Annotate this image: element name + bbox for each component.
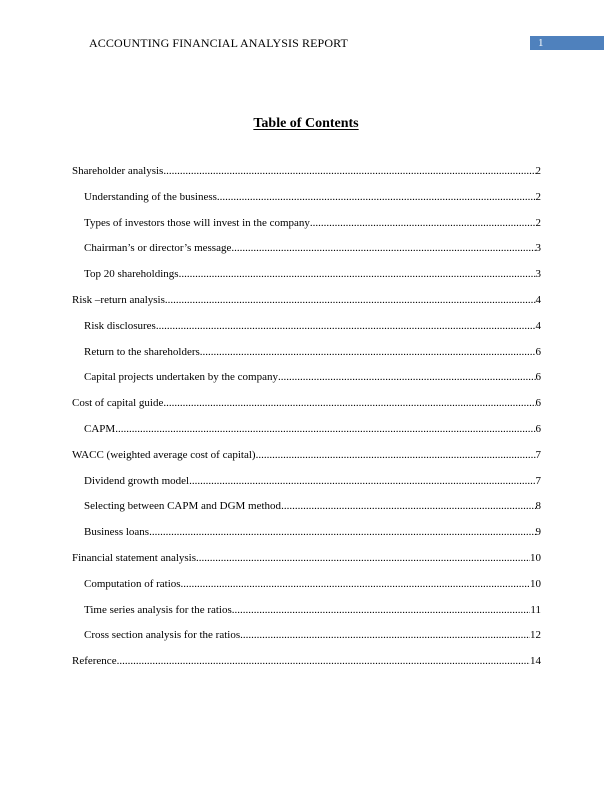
toc-entry-text: Types of investors those will invest in the company: [84, 216, 310, 229]
toc-dot-leader: [163, 165, 535, 177]
toc-entry-page: 3: [535, 268, 541, 281]
toc-entry[interactable]: [72, 423, 541, 449]
toc-entry-text: Capital projects undertaken by the company: [84, 371, 278, 384]
toc-entry[interactable]: [72, 578, 541, 604]
toc-dot-leader: [278, 371, 536, 383]
toc-entry-page: 14: [530, 655, 541, 668]
toc-entry[interactable]: [72, 655, 541, 681]
toc-entry-page: 7: [535, 448, 541, 461]
toc-entry[interactable]: [72, 552, 541, 578]
toc-entry-page: 9: [535, 526, 541, 539]
toc-entry-page: 6: [535, 345, 541, 358]
toc-dot-leader: [117, 655, 530, 667]
toc-dot-leader: [281, 500, 535, 512]
toc-dot-leader: [200, 346, 536, 358]
toc-entry-text: WACC (weighted average cost of capital): [72, 448, 256, 461]
toc-entry-text: Risk –return analysis: [72, 293, 165, 306]
toc-entry[interactable]: [72, 191, 541, 217]
toc-entry[interactable]: [72, 604, 541, 630]
toc-entry-text: Time series analysis for the ratios: [84, 603, 232, 616]
toc-entry-page: 6: [535, 397, 541, 410]
toc-entry-text: Business loans: [84, 526, 150, 539]
toc-entry-text: CAPM: [84, 422, 116, 435]
toc-dot-leader: [232, 604, 531, 616]
toc-dot-leader: [163, 397, 535, 409]
toc-entry-page: 7: [535, 474, 541, 487]
toc-entry-text: Financial statement analysis: [72, 551, 197, 564]
toc-entry-text: Understanding of the business: [84, 190, 217, 203]
toc-entry-page: 12: [530, 629, 541, 642]
toc-entry[interactable]: [72, 268, 541, 294]
toc-entry-text: Shareholder analysis: [72, 165, 164, 177]
toc-entry[interactable]: [72, 397, 541, 423]
toc-entry-page: 4: [535, 293, 541, 306]
toc-entry[interactable]: [72, 217, 541, 243]
toc-dot-leader: [179, 268, 536, 280]
toc-entry-page: 6: [535, 371, 541, 384]
toc-dot-leader: [310, 217, 536, 229]
toc-dot-leader: [256, 449, 536, 461]
toc-entry-text: Dividend growth model: [84, 474, 190, 487]
toc-entry[interactable]: [72, 475, 541, 501]
toc-entry[interactable]: [72, 242, 541, 268]
toc-entry-page: 8: [535, 500, 541, 513]
toc-entry-text: Reference: [72, 655, 117, 668]
toc-dot-leader: [189, 475, 535, 487]
toc-dot-leader: [181, 578, 530, 590]
running-header-title: ACCOUNTING FINANCIAL ANALYSIS REPORT: [89, 36, 348, 50]
toc-entry-text: Computation of ratios: [84, 577, 181, 590]
toc-entry-text: Risk disclosures: [84, 319, 156, 332]
toc-entry-text: Cost of capital guide: [72, 397, 164, 410]
toc-entry-page: 2: [535, 190, 541, 203]
toc-list: [72, 165, 541, 681]
toc-heading: Table of Contents: [253, 116, 359, 131]
toc-entry[interactable]: [72, 500, 541, 526]
toc-dot-leader: [165, 294, 536, 306]
toc-entry-page: 11: [530, 603, 541, 616]
toc-entry-text: Return to the shareholders: [84, 345, 200, 358]
toc-entry-page: 2: [535, 216, 541, 229]
toc-entry[interactable]: [72, 320, 541, 346]
toc-entry-page: 2: [535, 165, 541, 177]
toc-entry[interactable]: [72, 449, 541, 475]
toc-entry-page: 3: [535, 242, 541, 255]
toc-entry[interactable]: [72, 526, 541, 552]
toc-dot-leader: [196, 552, 530, 564]
toc-dot-leader: [115, 423, 535, 435]
toc-dot-leader: [240, 629, 530, 641]
toc-dot-leader: [156, 320, 536, 332]
toc-entry-page: 10: [530, 577, 541, 590]
toc-entry-page: 10: [530, 551, 541, 564]
toc-dot-leader: [149, 526, 535, 538]
toc-entry[interactable]: [72, 346, 541, 372]
toc-entry[interactable]: [72, 371, 541, 397]
toc-entry-text: Selecting between CAPM and DGM method: [84, 500, 282, 513]
toc-entry[interactable]: [72, 629, 541, 655]
toc-entry[interactable]: [72, 165, 541, 191]
toc-entry-text: Chairman’s or director’s message: [84, 242, 232, 255]
toc-dot-leader: [217, 191, 536, 203]
toc-entry-text: Cross section analysis for the ratios: [84, 629, 241, 642]
toc-entry[interactable]: [72, 294, 541, 320]
toc-entry-page: 4: [535, 319, 541, 332]
toc-dot-leader: [231, 242, 535, 254]
page-number-badge: 1: [530, 36, 604, 50]
toc-entry-text: Top 20 shareholdings: [84, 268, 179, 281]
toc-entry-page: 6: [535, 422, 541, 435]
